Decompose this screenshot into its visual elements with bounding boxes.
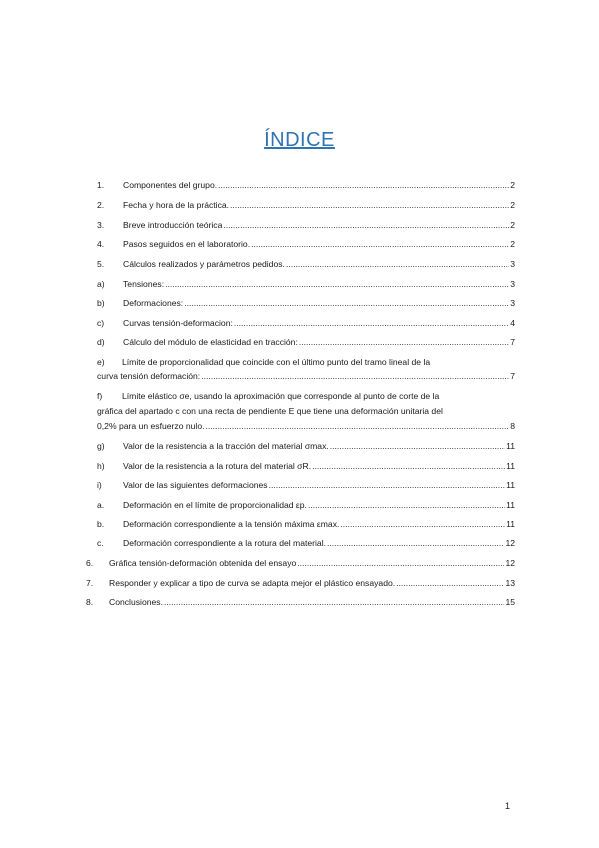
toc-label: Breve introducción teórica (123, 220, 223, 230)
toc-page: 2 (510, 220, 515, 230)
toc-leader (223, 220, 509, 231)
toc-number: 2. (97, 200, 105, 210)
toc-leader (297, 558, 504, 569)
toc-label: Deformación en el límite de proporcionalidad εp. (123, 500, 307, 510)
toc-leader (165, 279, 509, 290)
toc-page: 11 (506, 461, 515, 471)
toc-page: 4 (510, 318, 515, 328)
toc-number: g) (97, 441, 105, 451)
toc-number: a. (97, 500, 105, 510)
toc-page: 7 (510, 337, 515, 347)
toc-page: 12 (505, 558, 515, 568)
toc-label: Deformaciones: (123, 298, 184, 308)
toc-page: 13 (505, 578, 515, 588)
toc-leader (234, 318, 509, 329)
toc-leader (206, 421, 510, 432)
page-number: 1 (505, 801, 511, 811)
toc-page: 11 (506, 500, 515, 510)
toc-number: b) (97, 298, 105, 308)
toc-label: Deformación correspondiente a la rotura del material. (123, 538, 327, 548)
toc-number: d) (97, 337, 105, 347)
toc-label: Límite elástico σe, usando la aproximación que corresponde al punto de corte de la (122, 391, 440, 401)
toc-leader (340, 519, 505, 530)
toc-leader (218, 180, 509, 191)
toc-leader (164, 597, 504, 608)
toc-number: f) (97, 391, 103, 401)
toc-label: Cálculos realizados y parámetros pedidos. (123, 259, 285, 269)
toc-page: 15 (505, 597, 515, 607)
toc-label: Conclusiones. (109, 597, 163, 607)
toc-leader (201, 371, 509, 382)
toc-leader (251, 239, 509, 250)
toc-number: a) (97, 279, 105, 289)
toc-page: 2 (510, 180, 515, 190)
toc-number: i) (97, 480, 102, 490)
toc-label: Componentes del grupo. (123, 180, 218, 190)
toc-label: Deformación correspondiente a la tensión máxima εmax. (123, 519, 340, 529)
toc-label: Límite de proporcionalidad que coincide con el último punto del tramo lineal de la (122, 357, 431, 367)
toc-label: Valor de la resistencia a la rotura del material σR. (123, 461, 312, 471)
toc-leader (286, 259, 509, 270)
toc-label: Curvas tensión-deformacion: (123, 318, 233, 328)
toc-number: h) (97, 461, 105, 471)
toc-leader (327, 538, 504, 549)
toc-number: b. (97, 519, 105, 529)
toc-page: 3 (510, 298, 515, 308)
toc-page: 7 (510, 371, 515, 381)
toc-number: e) (97, 357, 105, 367)
toc-label-continued: gráfica del apartado c con una recta de pendiente E que tiene una deformación unitaria del (97, 406, 443, 416)
toc-leader (312, 461, 505, 472)
toc-page: 11 (506, 441, 515, 451)
toc-page: 3 (510, 279, 515, 289)
toc-label: Tensiones: (123, 279, 165, 289)
toc-label: Fecha y hora de la práctica. (123, 200, 230, 210)
toc-page: 3 (510, 259, 515, 269)
toc-number: c. (97, 538, 104, 548)
toc-label: Responder y explicar a tipo de curva se adapta mejor el plástico ensayado. (109, 578, 396, 588)
toc-page: 2 (510, 239, 515, 249)
toc-leader (308, 500, 505, 511)
toc-leader (184, 298, 509, 309)
toc-number: 8. (86, 597, 94, 607)
toc-number: 4. (97, 239, 105, 249)
toc-label: Valor de la resistencia a la tracción del material σmax. (123, 441, 329, 451)
toc-label-continued: curva tensión deformación: (97, 371, 201, 381)
toc-page: 11 (506, 480, 515, 490)
toc-label: Pasos seguidos en el laboratorio. (123, 239, 251, 249)
toc-leader (230, 200, 509, 211)
toc-leader (269, 480, 505, 491)
toc-leader (299, 337, 509, 348)
toc-page: 12 (505, 538, 515, 548)
toc-page: 11 (506, 519, 515, 529)
toc-label: Cálculo del módulo de elasticidad en tracción: (123, 337, 298, 347)
index-title: ÍNDICE (264, 129, 335, 151)
toc-number: 1. (97, 180, 105, 190)
toc-leader (330, 441, 505, 452)
toc-label: Valor de las siguientes deformaciones (123, 480, 268, 490)
toc-page: 2 (510, 200, 515, 210)
toc-number: 3. (97, 220, 105, 230)
toc-label-continued: 0,2% para un esfuerzo nulo. (97, 421, 205, 431)
toc-number: 6. (86, 558, 94, 568)
toc-page: 8 (510, 421, 515, 431)
toc-number: 5. (97, 259, 105, 269)
toc-label: Gráfica tensión-deformación obtenida del ensayo (109, 558, 297, 568)
toc-number: 7. (86, 578, 94, 588)
toc-number: c) (97, 318, 105, 328)
toc-leader (396, 578, 504, 589)
